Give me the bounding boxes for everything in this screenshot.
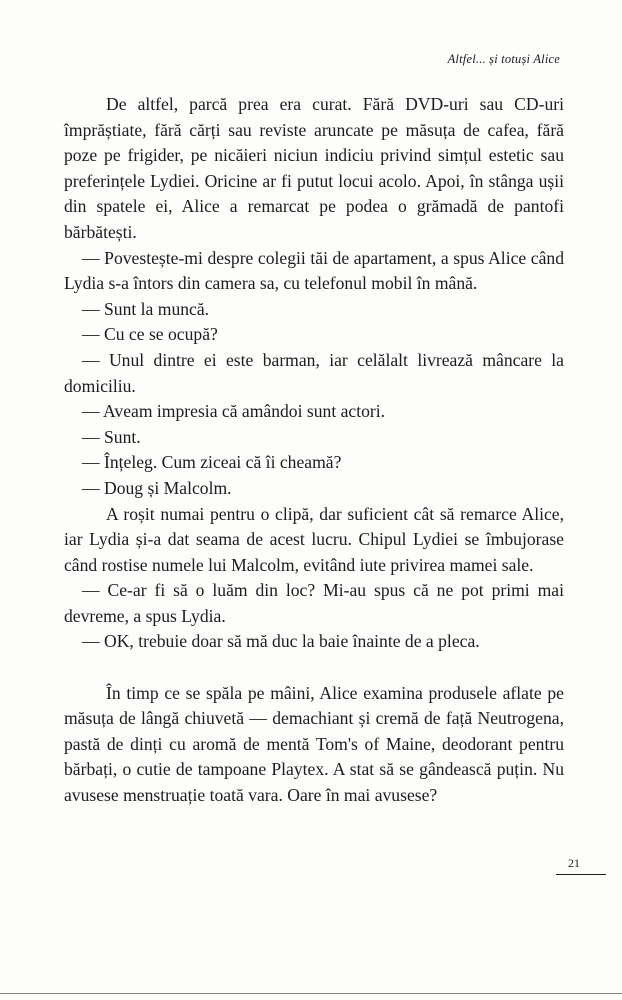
dialogue-line: — Înțeleg. Cum ziceai că îi cheamă? bbox=[82, 452, 342, 473]
paragraph: În timp ce se spăla pe mâini, Alice examina produsele aflate pe măsuța de lângă chiuvetă — demachiant și cremă de față Neutrogena, pastă de dinți cu aromă de mentă Tom's of Maine, deodorant pentru bărbați, o cutie de tampoane Playtex. A stat să se gândească puțin. Nu avusese menstruație toată vara. Oare în mai avusese? bbox=[64, 682, 564, 806]
footer-rule bbox=[556, 874, 606, 875]
dialogue-line: — Povestește-mi despre colegii tăi de apartament, a spus Alice când Lydia s-a întors din camera sa, cu telefonul mobil în mână. bbox=[64, 247, 564, 294]
body-text bbox=[64, 92, 564, 809]
dialogue-line: — Cu ce se ocupă? bbox=[82, 324, 218, 345]
page-edge-line bbox=[0, 993, 622, 994]
dialogue-line: — Doug și Malcolm. bbox=[82, 477, 232, 498]
paragraph: De altfel, parcă prea era curat. Fără DVD-uri sau CD-uri împrăștiate, fără cărți sau reviste aruncate pe măsuța de cafea, fără poze pe frigider, pe nicăieri niciun indiciu privind simțul estetic sau preferințele Lydiei. Oricine ar fi putut locui acolo. Apoi, în stânga ușii din spatele ei, Alice a remarcat pe podea o grămadă de pantofi bărbătești. bbox=[64, 94, 564, 242]
running-header: Altfel... și totuși Alice bbox=[447, 52, 560, 66]
dialogue-line: — Sunt la muncă. bbox=[82, 298, 210, 319]
dialogue-line: — Aveam impresia că amândoi sunt actori. bbox=[82, 401, 386, 422]
paragraph: A roșit numai pentru o clipă, dar suficient cât să remarce Alice, iar Lydia și-a dat seama de acest lucru. Chipul Lydiei se îmbujorase când rostise numele lui Malcolm, evitând iute privirea mamei sale. bbox=[64, 503, 564, 575]
page-number: 21 bbox=[568, 856, 580, 870]
dialogue-line: — Sunt. bbox=[82, 426, 141, 447]
dialogue-line: — Ce-ar fi să o luăm din loc? Mi-au spus că ne pot primi mai devreme, a spus Lydia. bbox=[64, 580, 564, 626]
dialogue-line: — Unul dintre ei este barman, iar celălalt livrează mâncare la domiciliu. bbox=[64, 349, 564, 396]
dialogue-line: — OK, trebuie doar să mă duc la baie înainte de a pleca. bbox=[82, 631, 480, 652]
